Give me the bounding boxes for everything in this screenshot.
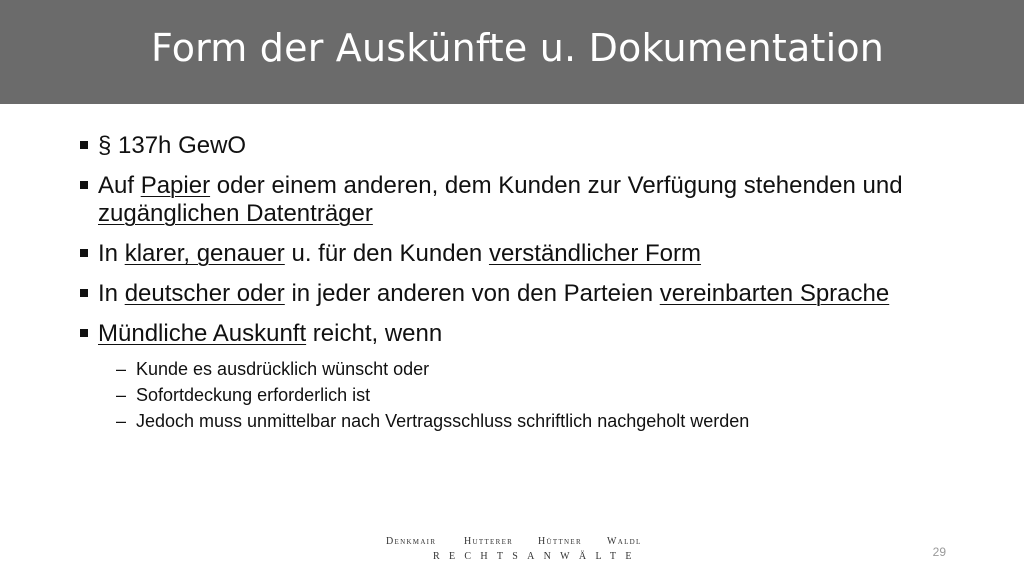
underlined-text: klarer, genauer	[124, 240, 285, 267]
square-bullet-icon	[80, 181, 88, 189]
sub-bullet-item	[80, 384, 980, 406]
text-segment: in jeder anderen von den Parteien	[284, 280, 660, 307]
bullet-item	[80, 172, 980, 228]
underlined-text: vereinbarten Sprache	[659, 280, 890, 307]
text-segment: In	[98, 240, 125, 267]
title-bar	[0, 0, 1024, 104]
underlined-text: deutscher oder	[124, 280, 285, 307]
text-segment: reicht, wenn	[306, 320, 443, 347]
text-segment: § 137h GewO	[98, 132, 247, 159]
text-segment: Auf	[98, 172, 141, 199]
underlined-text: verständlicher Form	[488, 240, 702, 267]
sub-bullet-item	[80, 410, 980, 432]
text-segment: In	[98, 280, 125, 307]
footer-name-3: Hüttner	[538, 536, 582, 547]
square-bullet-icon	[80, 249, 88, 257]
sub-bullet-text: Kunde es ausdrücklich wünscht oder	[136, 359, 430, 379]
dash-bullet-icon: –	[116, 411, 127, 431]
slide-title: Form der Auskünfte u. Dokumentation	[151, 26, 885, 70]
underlined-text: Mündliche Auskunft	[98, 320, 307, 347]
footer-logo	[0, 536, 1024, 550]
bullet-list	[80, 132, 980, 438]
page-number: 29	[932, 545, 946, 559]
bullet-item	[80, 320, 980, 348]
bullet-item	[80, 132, 980, 160]
footer-name-4: Waldl	[607, 536, 642, 547]
square-bullet-icon	[80, 289, 88, 297]
bullet-item	[80, 240, 980, 268]
text-segment: oder einem anderen, dem Kunden zur Verfügung stehenden und	[210, 172, 903, 199]
footer-name-1: Denkmair	[386, 536, 437, 547]
sub-bullet-text: Sofortdeckung erforderlich ist	[136, 385, 371, 405]
footer-tagline: RECHTSANWÄLTE	[433, 551, 641, 562]
sub-bullet-text: Jedoch muss unmittelbar nach Vertragsschluss schriftlich nachgeholt werden	[136, 411, 750, 431]
text-segment: u. für den Kunden	[284, 240, 489, 267]
dash-bullet-icon: –	[116, 359, 127, 379]
underlined-text: zugänglichen Datenträger	[98, 200, 373, 227]
square-bullet-icon	[80, 141, 88, 149]
sub-bullet-item	[80, 358, 980, 380]
underlined-text: Papier	[140, 172, 211, 199]
dash-bullet-icon: –	[116, 385, 127, 405]
bullet-item	[80, 280, 980, 308]
footer-name-2: Hutterer	[464, 536, 514, 547]
square-bullet-icon	[80, 329, 88, 337]
